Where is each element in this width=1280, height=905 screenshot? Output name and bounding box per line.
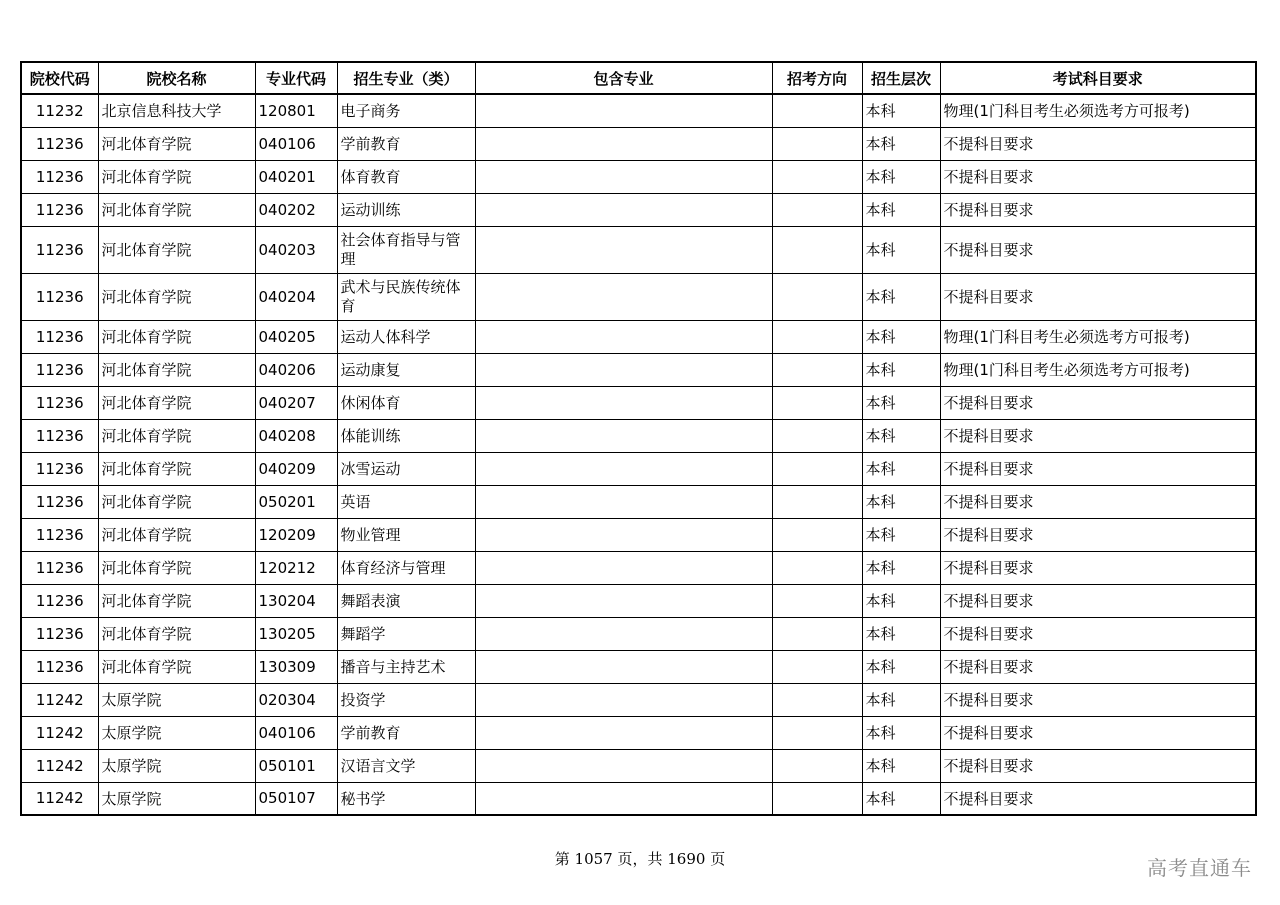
major-cell: 投资学 — [337, 683, 475, 716]
included-majors-cell — [475, 160, 772, 193]
school-name-cell: 河北体育学院 — [98, 160, 255, 193]
header-major: 招生专业（类） — [337, 62, 475, 94]
included-majors-cell — [475, 683, 772, 716]
subject-req-cell: 不提科目要求 — [940, 452, 1256, 485]
subject-req-cell: 不提科目要求 — [940, 386, 1256, 419]
school-code-cell: 11242 — [21, 782, 98, 815]
major-cell: 体育经济与管理 — [337, 551, 475, 584]
school-code-cell: 11236 — [21, 485, 98, 518]
subject-req-cell: 不提科目要求 — [940, 782, 1256, 815]
school-code-cell: 11236 — [21, 193, 98, 226]
major-code-cell: 130309 — [255, 650, 337, 683]
included-majors-cell — [475, 518, 772, 551]
header-school-name: 院校名称 — [98, 62, 255, 94]
major-code-cell: 040204 — [255, 273, 337, 320]
direction-cell — [772, 617, 862, 650]
subject-req-cell: 不提科目要求 — [940, 273, 1256, 320]
subject-req-cell: 不提科目要求 — [940, 485, 1256, 518]
school-name-cell: 河北体育学院 — [98, 386, 255, 419]
major-cell: 秘书学 — [337, 782, 475, 815]
level-cell: 本科 — [862, 518, 940, 551]
school-name-cell: 太原学院 — [98, 716, 255, 749]
subject-req-cell: 不提科目要求 — [940, 193, 1256, 226]
direction-cell — [772, 782, 862, 815]
school-name-cell: 河北体育学院 — [98, 193, 255, 226]
direction-cell — [772, 749, 862, 782]
school-name-cell: 河北体育学院 — [98, 485, 255, 518]
direction-cell — [772, 226, 862, 273]
major-code-cell: 040207 — [255, 386, 337, 419]
school-name-cell: 河北体育学院 — [98, 551, 255, 584]
level-cell: 本科 — [862, 193, 940, 226]
included-majors-cell — [475, 716, 772, 749]
school-name-cell: 河北体育学院 — [98, 518, 255, 551]
direction-cell — [772, 127, 862, 160]
major-code-cell: 040106 — [255, 716, 337, 749]
table-row — [21, 518, 1256, 551]
major-code-cell: 130205 — [255, 617, 337, 650]
included-majors-cell — [475, 127, 772, 160]
school-code-cell: 11232 — [21, 94, 98, 127]
major-code-cell: 040206 — [255, 353, 337, 386]
school-name-cell: 太原学院 — [98, 749, 255, 782]
major-cell: 休闲体育 — [337, 386, 475, 419]
page-number: 第 1057 页，共 1690 页 — [554, 850, 726, 868]
subject-req-cell: 物理(1门科目考生必须选考方可报考) — [940, 353, 1256, 386]
school-code-cell: 11236 — [21, 518, 98, 551]
school-code-cell: 11242 — [21, 749, 98, 782]
major-cell: 物业管理 — [337, 518, 475, 551]
school-name-cell: 太原学院 — [98, 683, 255, 716]
school-code-cell: 11236 — [21, 320, 98, 353]
school-name-cell: 河北体育学院 — [98, 226, 255, 273]
direction-cell — [772, 716, 862, 749]
major-cell: 武术与民族传统体育 — [337, 273, 475, 320]
included-majors-cell — [475, 353, 772, 386]
subject-req-cell: 不提科目要求 — [940, 749, 1256, 782]
level-cell: 本科 — [862, 226, 940, 273]
level-cell: 本科 — [862, 716, 940, 749]
subject-req-cell: 不提科目要求 — [940, 226, 1256, 273]
level-cell: 本科 — [862, 353, 940, 386]
included-majors-cell — [475, 551, 772, 584]
table-row — [21, 127, 1256, 160]
level-cell: 本科 — [862, 551, 940, 584]
level-cell: 本科 — [862, 617, 940, 650]
level-cell: 本科 — [862, 386, 940, 419]
included-majors-cell — [475, 94, 772, 127]
major-cell: 学前教育 — [337, 716, 475, 749]
school-code-cell: 11236 — [21, 617, 98, 650]
table-row — [21, 485, 1256, 518]
included-majors-cell — [475, 452, 772, 485]
table-body — [21, 94, 1256, 815]
table-row — [21, 353, 1256, 386]
major-code-cell: 040205 — [255, 320, 337, 353]
direction-cell — [772, 193, 862, 226]
table-row — [21, 320, 1256, 353]
included-majors-cell — [475, 584, 772, 617]
major-cell: 学前教育 — [337, 127, 475, 160]
major-cell: 体能训练 — [337, 419, 475, 452]
major-cell: 运动康复 — [337, 353, 475, 386]
table-row — [21, 749, 1256, 782]
watermark: 高考直通车 — [1147, 856, 1252, 880]
table-row — [21, 273, 1256, 320]
school-name-cell: 河北体育学院 — [98, 584, 255, 617]
major-cell: 播音与主持艺术 — [337, 650, 475, 683]
included-majors-cell — [475, 193, 772, 226]
table-row — [21, 617, 1256, 650]
school-code-cell: 11236 — [21, 273, 98, 320]
level-cell: 本科 — [862, 485, 940, 518]
subject-req-cell: 不提科目要求 — [940, 716, 1256, 749]
included-majors-cell — [475, 320, 772, 353]
major-code-cell: 040106 — [255, 127, 337, 160]
table-row — [21, 683, 1256, 716]
header-subject-req: 考试科目要求 — [940, 62, 1256, 94]
school-name-cell: 河北体育学院 — [98, 353, 255, 386]
level-cell: 本科 — [862, 584, 940, 617]
major-code-cell: 040209 — [255, 452, 337, 485]
included-majors-cell — [475, 617, 772, 650]
major-cell: 舞蹈表演 — [337, 584, 475, 617]
level-cell: 本科 — [862, 273, 940, 320]
header-level: 招生层次 — [862, 62, 940, 94]
school-code-cell: 11236 — [21, 419, 98, 452]
major-code-cell: 020304 — [255, 683, 337, 716]
subject-req-cell: 不提科目要求 — [940, 160, 1256, 193]
major-cell: 运动人体科学 — [337, 320, 475, 353]
level-cell: 本科 — [862, 749, 940, 782]
header-major-code: 专业代码 — [255, 62, 337, 94]
major-cell: 运动训练 — [337, 193, 475, 226]
major-cell: 英语 — [337, 485, 475, 518]
subject-req-cell: 不提科目要求 — [940, 518, 1256, 551]
table-row — [21, 650, 1256, 683]
table-row — [21, 716, 1256, 749]
included-majors-cell — [475, 419, 772, 452]
subject-req-cell: 不提科目要求 — [940, 419, 1256, 452]
level-cell: 本科 — [862, 452, 940, 485]
included-majors-cell — [475, 485, 772, 518]
major-code-cell: 050107 — [255, 782, 337, 815]
level-cell: 本科 — [862, 320, 940, 353]
school-name-cell: 河北体育学院 — [98, 650, 255, 683]
major-code-cell: 120209 — [255, 518, 337, 551]
major-code-cell: 040202 — [255, 193, 337, 226]
major-code-cell: 120801 — [255, 94, 337, 127]
direction-cell — [772, 518, 862, 551]
included-majors-cell — [475, 226, 772, 273]
school-name-cell: 太原学院 — [98, 782, 255, 815]
direction-cell — [772, 386, 862, 419]
school-code-cell: 11236 — [21, 127, 98, 160]
table-row — [21, 386, 1256, 419]
school-name-cell: 河北体育学院 — [98, 452, 255, 485]
level-cell: 本科 — [862, 127, 940, 160]
school-name-cell: 河北体育学院 — [98, 617, 255, 650]
subject-req-cell: 不提科目要求 — [940, 650, 1256, 683]
header-row — [21, 62, 1256, 94]
major-cell: 电子商务 — [337, 94, 475, 127]
header-included-majors: 包含专业 — [475, 62, 772, 94]
level-cell: 本科 — [862, 683, 940, 716]
major-cell: 冰雪运动 — [337, 452, 475, 485]
included-majors-cell — [475, 650, 772, 683]
school-code-cell: 11242 — [21, 683, 98, 716]
major-code-cell: 050201 — [255, 485, 337, 518]
table-row — [21, 584, 1256, 617]
school-name-cell: 河北体育学院 — [98, 419, 255, 452]
school-code-cell: 11236 — [21, 386, 98, 419]
subject-req-cell: 物理(1门科目考生必须选考方可报考) — [940, 320, 1256, 353]
level-cell: 本科 — [862, 160, 940, 193]
major-code-cell: 040201 — [255, 160, 337, 193]
school-code-cell: 11236 — [21, 584, 98, 617]
header-direction: 招考方向 — [772, 62, 862, 94]
subject-req-cell: 物理(1门科目考生必须选考方可报考) — [940, 94, 1256, 127]
table-row — [21, 419, 1256, 452]
major-cell: 汉语言文学 — [337, 749, 475, 782]
table-row — [21, 782, 1256, 815]
table-row — [21, 452, 1256, 485]
direction-cell — [772, 160, 862, 193]
major-code-cell: 040203 — [255, 226, 337, 273]
school-code-cell: 11236 — [21, 353, 98, 386]
direction-cell — [772, 452, 862, 485]
direction-cell — [772, 551, 862, 584]
table-row — [21, 226, 1256, 273]
direction-cell — [772, 94, 862, 127]
included-majors-cell — [475, 749, 772, 782]
direction-cell — [772, 320, 862, 353]
subject-req-cell: 不提科目要求 — [940, 617, 1256, 650]
school-code-cell: 11236 — [21, 160, 98, 193]
included-majors-cell — [475, 273, 772, 320]
table-row — [21, 193, 1256, 226]
level-cell: 本科 — [862, 650, 940, 683]
school-name-cell: 河北体育学院 — [98, 273, 255, 320]
table-row — [21, 160, 1256, 193]
subject-req-cell: 不提科目要求 — [940, 683, 1256, 716]
school-code-cell: 11236 — [21, 452, 98, 485]
major-cell: 社会体育指导与管理 — [337, 226, 475, 273]
school-code-cell: 11242 — [21, 716, 98, 749]
table-row — [21, 551, 1256, 584]
admission-table — [20, 61, 1257, 816]
major-code-cell: 040208 — [255, 419, 337, 452]
level-cell: 本科 — [862, 782, 940, 815]
major-code-cell: 130204 — [255, 584, 337, 617]
included-majors-cell — [475, 782, 772, 815]
subject-req-cell: 不提科目要求 — [940, 584, 1256, 617]
school-name-cell: 河北体育学院 — [98, 127, 255, 160]
school-name-cell: 河北体育学院 — [98, 320, 255, 353]
included-majors-cell — [475, 386, 772, 419]
school-name-cell: 北京信息科技大学 — [98, 94, 255, 127]
direction-cell — [772, 353, 862, 386]
school-code-cell: 11236 — [21, 551, 98, 584]
direction-cell — [772, 485, 862, 518]
table-row — [21, 94, 1256, 127]
major-code-cell: 050101 — [255, 749, 337, 782]
direction-cell — [772, 584, 862, 617]
direction-cell — [772, 273, 862, 320]
header-school-code: 院校代码 — [21, 62, 98, 94]
school-code-cell: 11236 — [21, 226, 98, 273]
subject-req-cell: 不提科目要求 — [940, 551, 1256, 584]
major-code-cell: 120212 — [255, 551, 337, 584]
direction-cell — [772, 683, 862, 716]
subject-req-cell: 不提科目要求 — [940, 127, 1256, 160]
major-cell: 舞蹈学 — [337, 617, 475, 650]
major-cell: 体育教育 — [337, 160, 475, 193]
direction-cell — [772, 419, 862, 452]
school-code-cell: 11236 — [21, 650, 98, 683]
level-cell: 本科 — [862, 419, 940, 452]
level-cell: 本科 — [862, 94, 940, 127]
direction-cell — [772, 650, 862, 683]
